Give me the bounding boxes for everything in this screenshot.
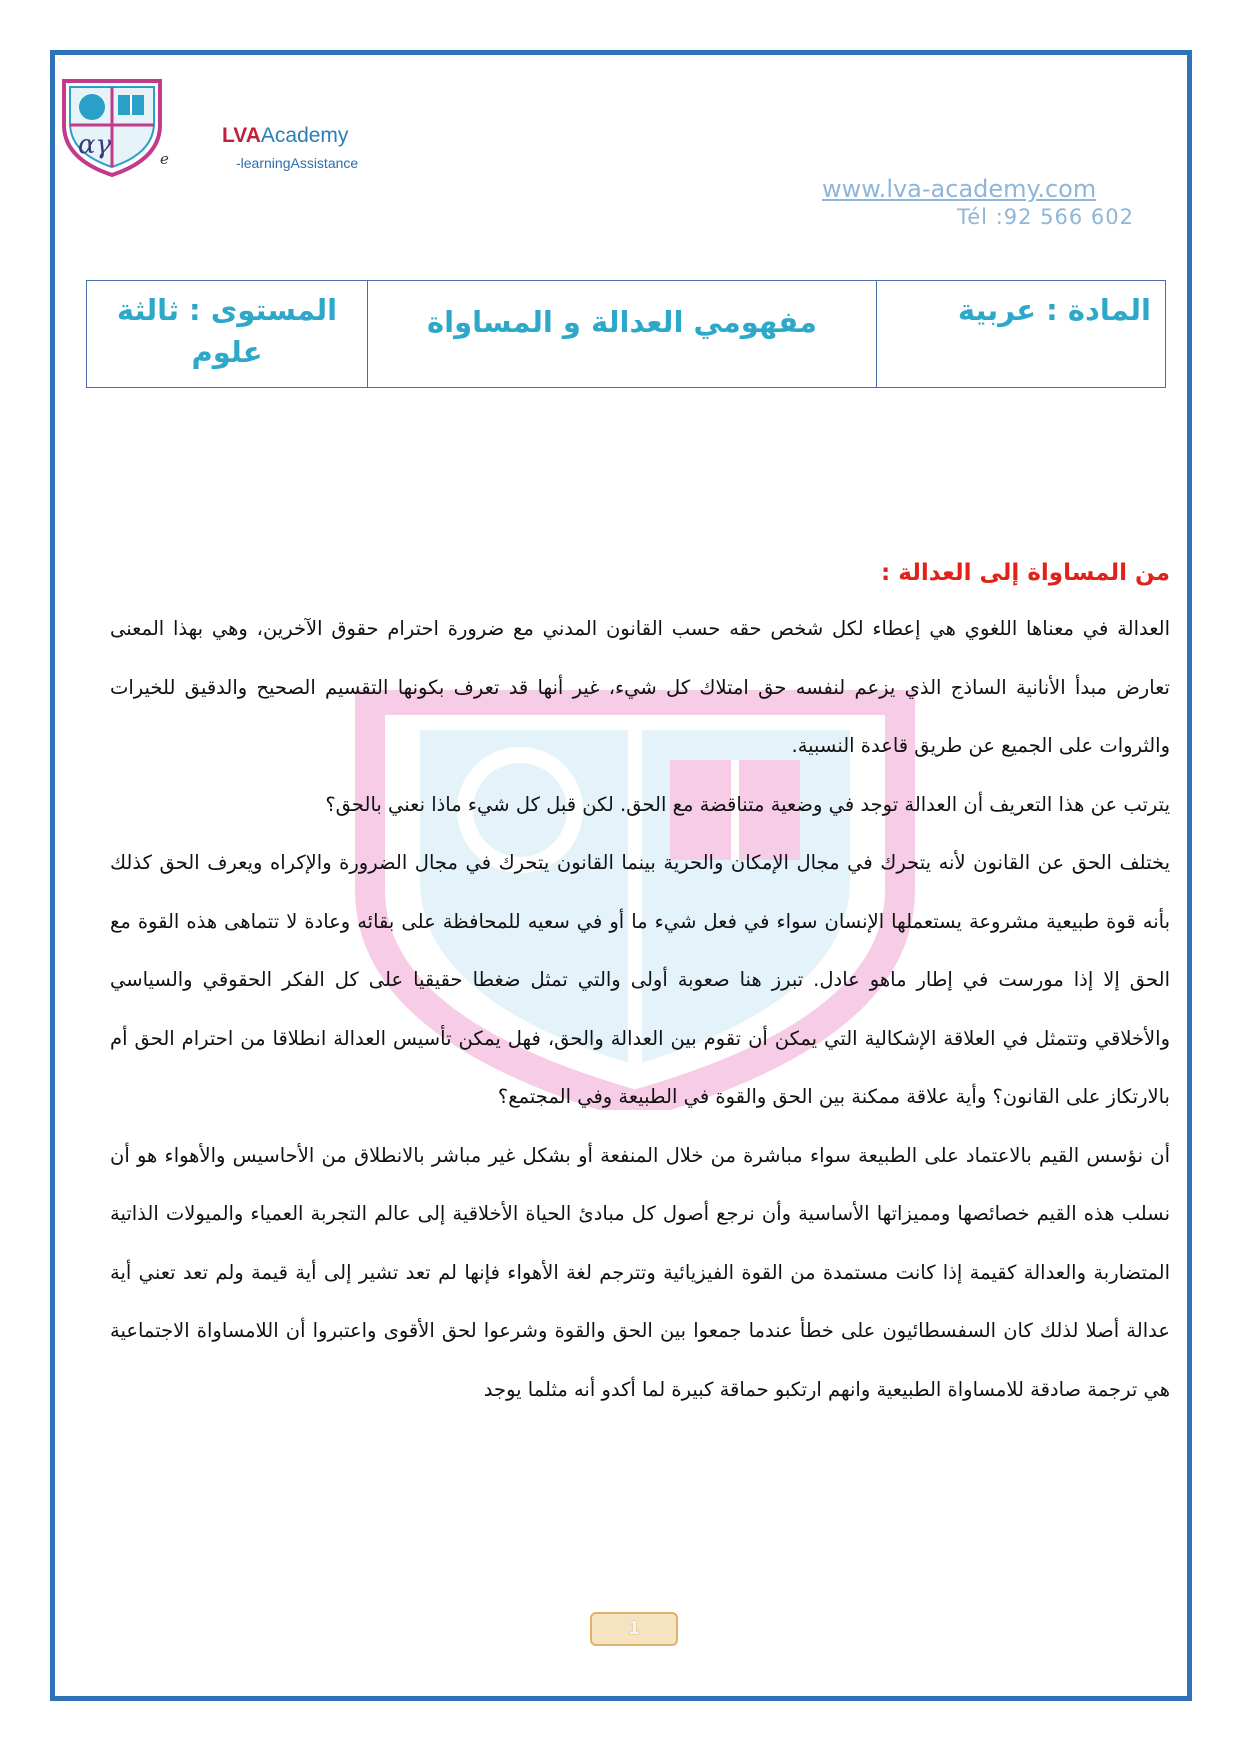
lesson-title-cell: مفهومي العدالة و المساواة	[368, 281, 877, 388]
lva-academy-logo	[58, 75, 166, 179]
brand-tagline: -learningAssistance	[236, 155, 359, 171]
brand-prefix: LVA	[222, 124, 261, 147]
phone-number: Tél :92 566 602	[957, 205, 1135, 229]
page-number-badge: 1	[590, 1612, 678, 1646]
level-line-1: المستوى : ثالثة	[116, 293, 338, 327]
section-title: من المساواة إلى العدالة :	[881, 560, 1170, 586]
paragraph-4: أن نؤسس القيم بالاعتماد على الطبيعة سواء مباشرة من خلال المنفعة أو بشكل غير مباشر بالانطلاق من الأحاسيس والأهواء هو أن نسلب هذه القيم خصائصها ومميزاتها الأساسية وأن نرجع أصول كل مبادئ الحياة الأخلاقية إلى عالم التجربة العمياء والميولات الذاتية المتضاربة والعدالة كقيمة إذا كانت مستمدة من القوة الفيزيائية وتترجم لغة الأهواء فإنها لم تعد تشير إلى أية قيمة ولم تعد تعني أية عدالة أصلا لذلك كان السفسطائيون على خطأ عندما جمعوا بين الحق والقوة وشرعوا لحق الأقوى واعتبروا أن اللامساواة الاجتماعية هي ترجمة صادقة للامساواة الطبيعية وانهم ارتكبو حماقة كبيرة لما أكدو أنه مثلما يوجد	[110, 1143, 1170, 1401]
level-cell	[87, 281, 368, 388]
subject-cell: المادة : عربية	[877, 281, 1166, 388]
paragraph-1: العدالة في معناها اللغوي هي إعطاء لكل شخص حقه حسب القانون المدني مع ضرورة احترام حقوق الآخرين، وهي بهذا المعنى تعارض مبدأ الأنانية الساذج الذي يزعم لنفسه حق امتلاك كل شيء، غير أنها قد تعرف بكونها التقسيم الصحيح والدقيق للخيرات والثروات على الجميع عن طريق قاعدة النسبية.	[110, 617, 1170, 757]
paragraph-3: يختلف الحق عن القانون لأنه يتحرك في مجال الإمكان والحرية بينما القانون يتحرك في مجال الضرورة والإكراه ويعرف الحق كذلك بأنه قوة طبيعية مشروعة يستعملها الإنسان سواء في فعل شيء ما أو في سعيه للمحافظة على بقائه وعادة لا تتماهى هذه القوة مع الحق إلا إذا مورست في إطار ماهو عادل. تبرز هنا صعوبة أولى والتي تمثل ضغطا حقيقيا على كل الفكر الحقوقي والسياسي والأخلاقي وتتمثل في العلاقة الإشكالية التي يمكن أن تقوم بين العدالة والحق، فهل يمكن تأسيس العدالة انطلاقا من احترام الحق أم بالارتكاز على القانون؟ وأية علاقة ممكنة بين الحق والقوة في الطبيعة وفي المجتمع؟	[110, 851, 1170, 1108]
info-table	[86, 280, 1166, 388]
brand-name	[222, 124, 348, 148]
svg-text:αγ: αγ	[78, 130, 112, 160]
website-link[interactable]: www.lva-academy.com	[822, 175, 1097, 203]
logo-suffix: e	[160, 150, 169, 168]
lesson-content	[110, 560, 1170, 1419]
level-line-2: علوم	[191, 335, 263, 370]
brand-rest: Academy	[260, 124, 349, 147]
paragraph-2: يترتب عن هذا التعريف أن العدالة توجد في وضعية متناقضة مع الحق. لكن قبل كل شيء ماذا نعني بالحق؟	[325, 792, 1170, 816]
